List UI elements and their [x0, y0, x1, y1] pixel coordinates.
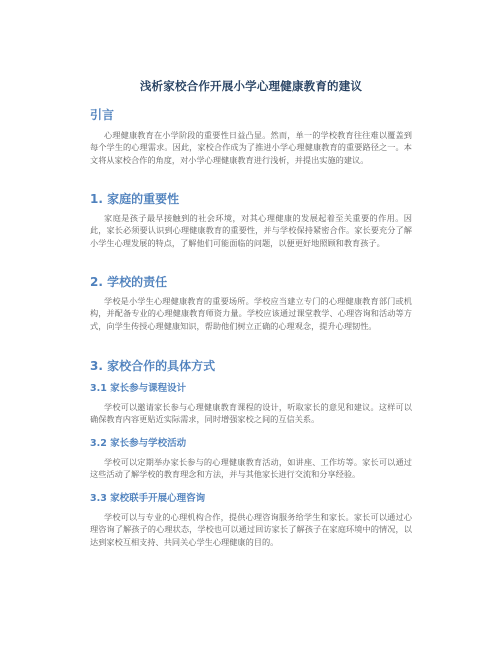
heading-introduction: 引言: [90, 108, 115, 122]
paragraph-family-importance: 家庭是孩子最早接触到的社会环境，对其心理健康的发展起着至关重要的作用。因此，家长必须要认识到心理健康教育的重要性，并与学校保持紧密合作。家长要充分了解小学生心理发展的特点，了解他们可能面临的问题，以便更好地照顾和教育孩子。: [90, 213, 412, 248]
heading-parent-course-design: 3.1 家长参与课程设计: [90, 383, 187, 394]
paragraph-parent-school-activities: 学校可以定期举办家长参与的心理健康教育活动，如讲座、工作坊等。家长可以通过这些活动了解学校的教育理念和方法，并与其他家长进行交流和分享经验。: [90, 457, 412, 480]
document-title: 浅析家校合作开展小学心理健康教育的建议: [139, 79, 363, 93]
heading-school-responsibility: 2. 学校的责任: [90, 275, 168, 289]
heading-cooperation-methods: 3. 家校合作的具体方式: [90, 359, 216, 373]
paragraph-introduction: 心理健康教育在小学阶段的重要性日益凸显。然而，单一的学校教育往往难以覆盖到每个学生的心理需求。因此，家校合作成为了推进小学心理健康教育的重要路径之一。本文将从家校合作的角度，对小学心理健康教育进行浅析，并提出实施的建议。: [90, 130, 412, 165]
heading-family-importance: 1. 家庭的重要性: [90, 192, 180, 206]
paragraph-school-responsibility: 学校是小学生心理健康教育的重要场所。学校应当建立专门的心理健康教育部门或机构，并配备专业的心理健康教育师资力量。学校应该通过课堂教学、心理咨询和活动等方式，向学生传授心理健康知识，帮助他们树立正确的心理观念，提升心理韧性。: [90, 296, 412, 331]
paragraph-parent-course-design: 学校可以邀请家长参与心理健康教育课程的设计，听取家长的意见和建议。这样可以确保教育内容更贴近实际需求，同时增强家校之间的互信关系。: [90, 402, 412, 425]
heading-parent-school-activities: 3.2 家长参与学校活动: [90, 438, 187, 449]
heading-joint-counseling: 3.3 家校联手开展心理咨询: [90, 493, 206, 504]
paragraph-joint-counseling: 学校可以与专业的心理机构合作，提供心理咨询服务给学生和家长。家长可以通过心理咨询了解孩子的心理状态，学校也可以通过回访家长了解孩子在家庭环境中的情况，以达到家校互相支持、共同关心学生心理健康的目的。: [90, 512, 412, 547]
